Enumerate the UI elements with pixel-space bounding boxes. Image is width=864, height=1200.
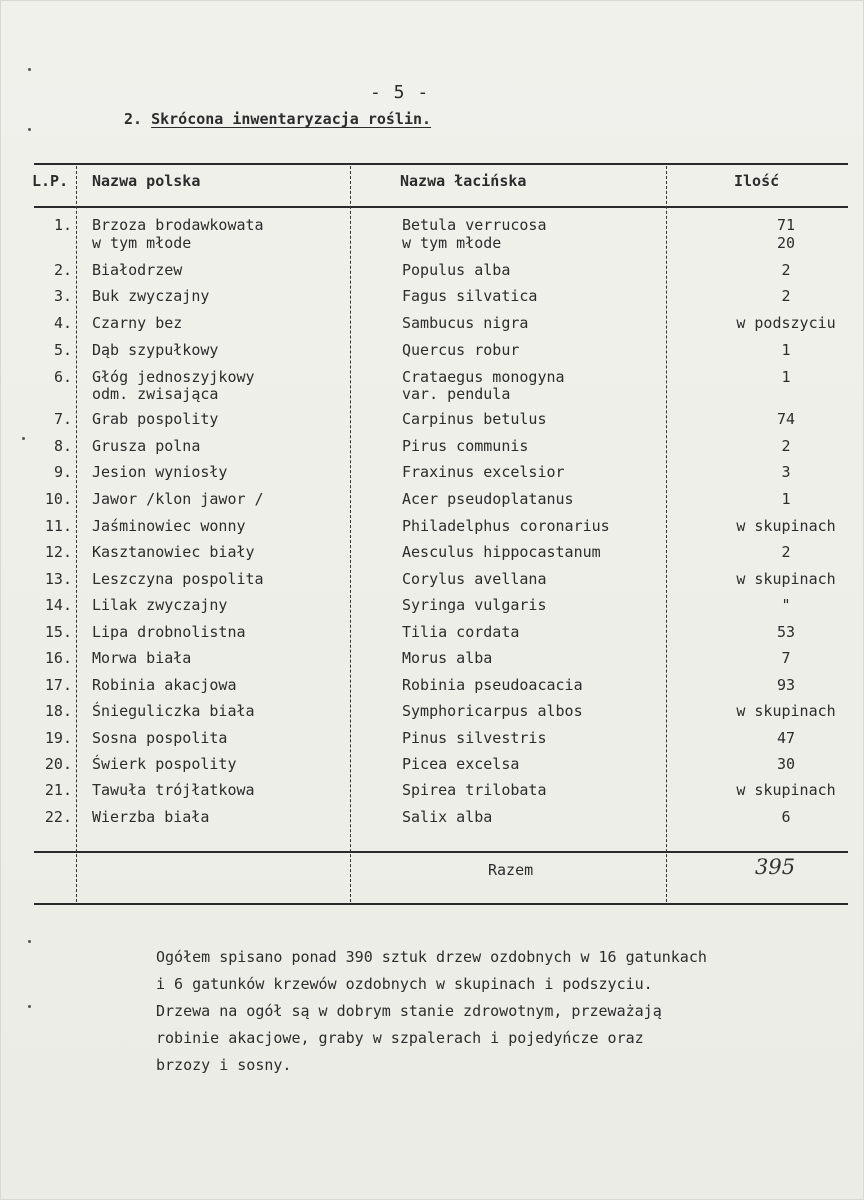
row-number: 5.	[53, 341, 72, 359]
polish-name: Brzoza brodawkowata	[92, 216, 264, 234]
section-title: Skrócona inwentaryzacja roślin.	[151, 110, 432, 128]
quantity: 1	[781, 490, 791, 508]
quantity: 2	[781, 261, 791, 279]
quantity: 30	[776, 755, 796, 773]
row-number: 10.	[44, 490, 72, 508]
polish-name: Lilak zwyczajny	[92, 596, 228, 614]
page-number: - 5 -	[370, 82, 430, 103]
latin-name: Sambucus nigra	[402, 314, 529, 332]
quantity: 2	[781, 543, 791, 561]
summary-paragraph	[156, 944, 856, 1079]
column-divider	[350, 166, 351, 902]
summary-line: i 6 gatunków krzewów ozdobnych w skupinach i podszyciu.	[156, 975, 653, 993]
row-number: 20.	[44, 755, 72, 773]
polish-name: Jesion wyniosły	[92, 463, 228, 481]
latin-name: var. pendula	[402, 385, 511, 403]
row-number: 11.	[44, 517, 72, 535]
column-divider	[666, 166, 667, 902]
summary-line: Ogółem spisano ponad 390 sztuk drzew ozdobnych w 16 gatunkach	[156, 948, 707, 966]
latin-name: Pinus silvestris	[402, 729, 547, 747]
quantity: 20	[776, 234, 796, 252]
section-number: 2.	[124, 110, 143, 128]
polish-name: Kasztanowiec biały	[92, 543, 255, 561]
quantity: 2	[781, 437, 791, 455]
polish-name: Głóg jednoszyjkowy	[92, 368, 255, 386]
row-number: 8.	[53, 437, 72, 455]
latin-name: Fraxinus excelsior	[402, 463, 565, 481]
latin-name: Philadelphus coronarius	[402, 517, 610, 535]
body-bottom-rule	[34, 851, 848, 853]
polish-name: Lipa drobnolistna	[92, 623, 246, 641]
header-quantity: Ilość	[734, 172, 780, 190]
summary-line: robinie akacjowe, graby w szpalerach i pojedyńcze oraz	[156, 1029, 644, 1047]
quantity: w podszyciu	[736, 314, 836, 332]
header-lp: L.P.	[32, 172, 69, 190]
total-label: Razem	[488, 861, 534, 879]
row-number: 9.	[53, 463, 72, 481]
row-number: 6.	[53, 368, 72, 386]
table-top-rule	[34, 163, 848, 165]
header-bottom-rule	[34, 206, 848, 208]
row-number: 17.	[44, 676, 72, 694]
row-number: 13.	[44, 570, 72, 588]
polish-name: Czarny bez	[92, 314, 183, 332]
latin-name: Symphoricarpus albos	[402, 702, 583, 720]
column-divider	[76, 166, 77, 902]
quantity: w skupinach	[736, 781, 836, 799]
latin-name: Carpinus betulus	[402, 410, 547, 428]
polish-name: Morwa biała	[92, 649, 192, 667]
quantity: 1	[781, 341, 791, 359]
latin-name: Syringa vulgaris	[402, 596, 547, 614]
row-number: 7.	[53, 410, 72, 428]
total-value-handwritten: 395	[755, 855, 796, 879]
polish-name: Buk zwyczajny	[92, 287, 210, 305]
row-number: 12.	[44, 543, 72, 561]
latin-name: Crataegus monogyna	[402, 368, 565, 386]
quantity: 6	[781, 808, 791, 826]
quantity: 47	[776, 729, 796, 747]
row-number: 15.	[44, 623, 72, 641]
polish-name: Robinia akacjowa	[92, 676, 237, 694]
latin-name: w tym młode	[402, 234, 502, 252]
margin-mark	[28, 940, 31, 943]
summary-line: Drzewa na ogół są w dobrym stanie zdrowotnym, przeważają	[156, 1002, 662, 1020]
margin-mark	[28, 128, 31, 131]
latin-name: Tilia cordata	[402, 623, 520, 641]
quantity: 71	[776, 216, 796, 234]
latin-name: Aesculus hippocastanum	[402, 543, 601, 561]
row-number: 21.	[44, 781, 72, 799]
polish-name: Białodrzew	[92, 261, 183, 279]
row-number: 1.	[53, 216, 72, 234]
polish-name: Grab pospolity	[92, 410, 219, 428]
latin-name: Betula verrucosa	[402, 216, 547, 234]
quantity: 3	[781, 463, 791, 481]
margin-mark	[28, 1005, 31, 1008]
polish-name: Sosna pospolita	[92, 729, 228, 747]
latin-name: Morus alba	[402, 649, 493, 667]
quantity: w skupinach	[736, 702, 836, 720]
section-heading	[124, 110, 431, 128]
polish-name: Śnieguliczka biała	[92, 702, 255, 720]
row-number: 3.	[53, 287, 72, 305]
row-number: 16.	[44, 649, 72, 667]
latin-name: Picea excelsa	[402, 755, 520, 773]
quantity: w skupinach	[736, 570, 836, 588]
table-bottom-rule	[34, 903, 848, 905]
latin-name: Corylus avellana	[402, 570, 547, 588]
row-number: 14.	[44, 596, 72, 614]
quantity: 1	[781, 368, 791, 386]
latin-name: Robinia pseudoacacia	[402, 676, 583, 694]
header-latin-name: Nazwa łacińska	[400, 172, 527, 190]
polish-name: Leszczyna pospolita	[92, 570, 264, 588]
quantity: "	[781, 596, 791, 614]
polish-name: Dąb szypułkowy	[92, 341, 219, 359]
row-number: 4.	[53, 314, 72, 332]
latin-name: Fagus silvatica	[402, 287, 538, 305]
polish-name: odm. zwisająca	[92, 385, 219, 403]
summary-line: brzozy i sosny.	[156, 1056, 292, 1074]
polish-name: w tym młode	[92, 234, 192, 252]
latin-name: Quercus robur	[402, 341, 520, 359]
latin-name: Populus alba	[402, 261, 511, 279]
quantity: 53	[776, 623, 796, 641]
latin-name: Spirea trilobata	[402, 781, 547, 799]
row-number: 18.	[44, 702, 72, 720]
quantity: 7	[781, 649, 791, 667]
margin-mark	[28, 68, 31, 71]
polish-name: Jawor /klon jawor /	[92, 490, 264, 508]
polish-name: Grusza polna	[92, 437, 201, 455]
polish-name: Wierzba biała	[92, 808, 210, 826]
row-number: 19.	[44, 729, 72, 747]
polish-name: Tawuła trójłatkowa	[92, 781, 255, 799]
quantity: 93	[776, 676, 796, 694]
polish-name: Świerk pospolity	[92, 755, 237, 773]
row-number: 22.	[44, 808, 72, 826]
quantity: 2	[781, 287, 791, 305]
row-number: 2.	[53, 261, 72, 279]
latin-name: Salix alba	[402, 808, 493, 826]
latin-name: Acer pseudoplatanus	[402, 490, 574, 508]
quantity: 74	[776, 410, 796, 428]
latin-name: Pirus communis	[402, 437, 529, 455]
quantity: w skupinach	[736, 517, 836, 535]
header-polish-name: Nazwa polska	[92, 172, 201, 190]
polish-name: Jaśminowiec wonny	[92, 517, 246, 535]
